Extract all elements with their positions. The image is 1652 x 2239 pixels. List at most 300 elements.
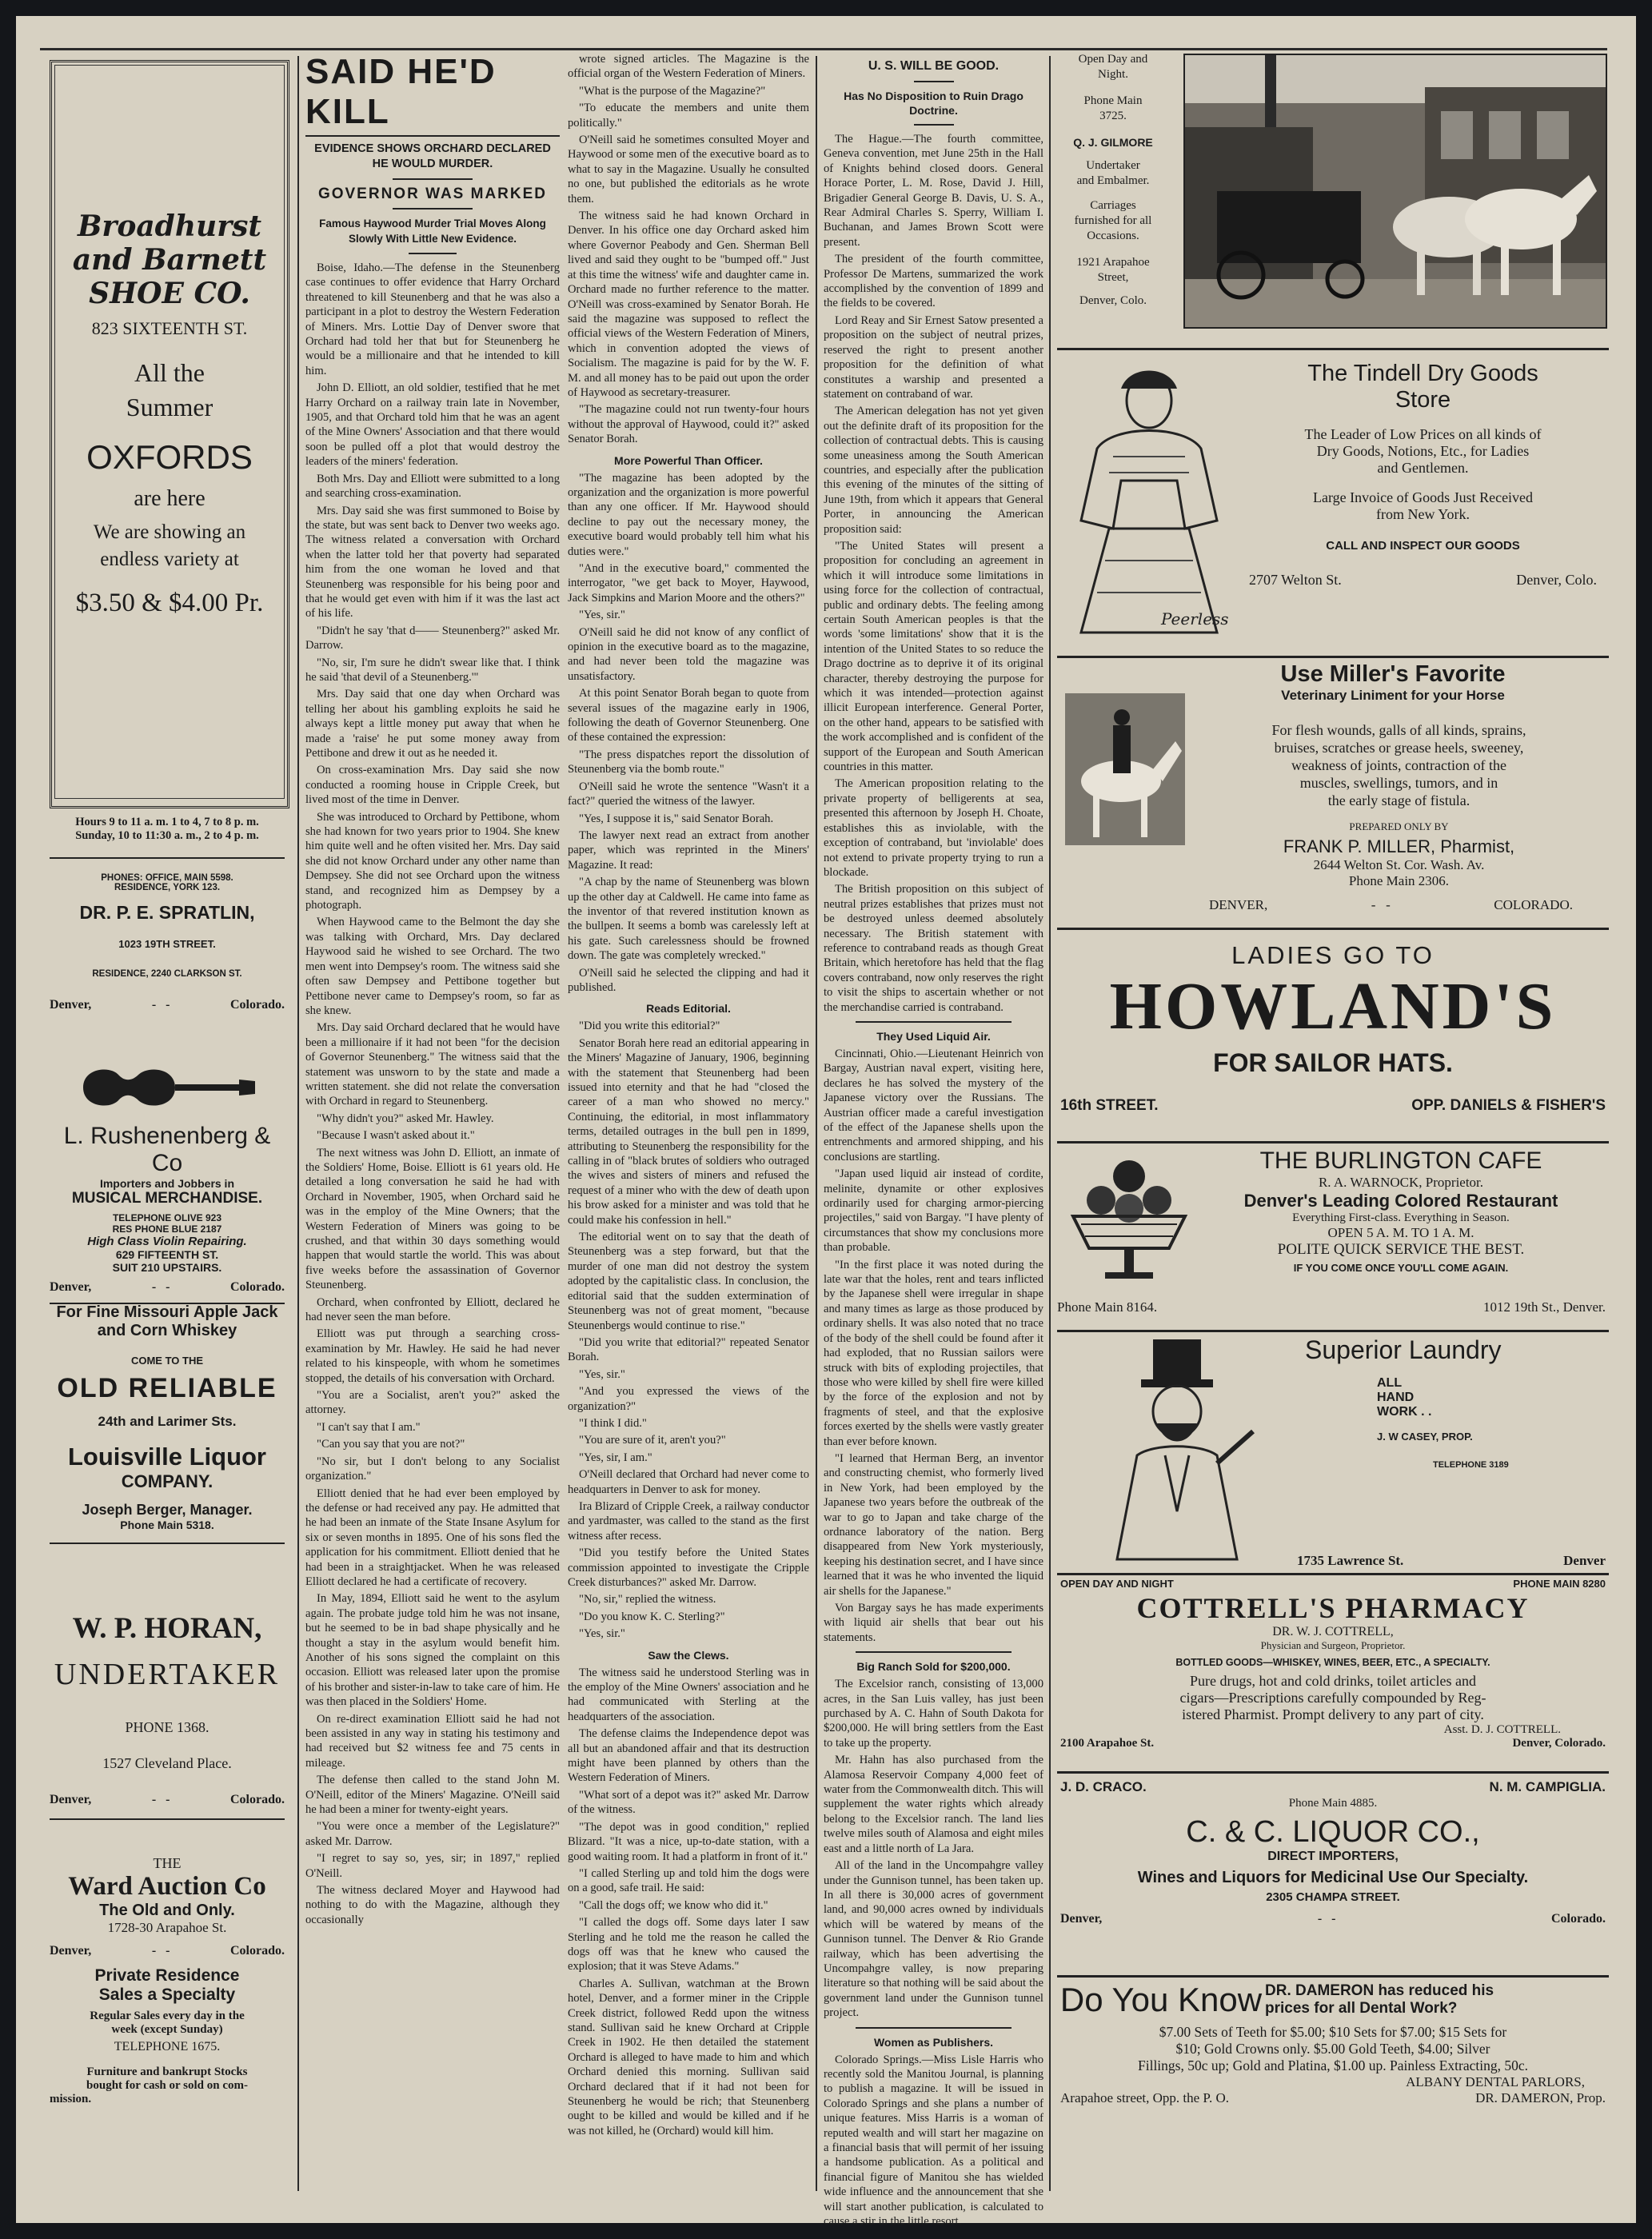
ad-line: Pure drugs, hot and cold drinks, toilet articles and — [1190, 1673, 1476, 1689]
illustration-signature: Peerless — [1161, 609, 1229, 629]
paragraph: "I called the dogs off. Some days later I saw Sterling and he told me the reason he called the dogs off was that he knew who caused the explosion; that it was Steve Adams." — [568, 1916, 809, 1974]
paragraph: O'Neill said he wrote the sentence "Wasn't it a fact?" queried the witness of the lawyer. — [568, 780, 809, 808]
fruit-bowl-icon — [1057, 1152, 1201, 1288]
paragraph: "No, sir," replied the witness. — [579, 1593, 716, 1606]
headline: SAID HE'D KILL — [305, 52, 497, 131]
ad-line: The Old and Only. — [99, 1902, 235, 1919]
paragraph: Mr. Hahn has also purchased from the Alamosa Reservoir Company 4,000 feet of water from the Commonwealth ditch. This will supplement the water rights which already belong to the Excelsior ranch. The land lies twelve miles south of Alamosa and eight miles east and a little north of La Jara. — [824, 1754, 1043, 1855]
ad-price: $3.50 & $4.00 Pr. — [75, 589, 264, 617]
paragraph: "Why didn't you?" asked Mr. Hawley. — [317, 1112, 494, 1125]
ad-name: Superior Laundry — [1305, 1335, 1502, 1364]
ad-line: Open Day and — [1078, 53, 1148, 66]
paragraph: The president of the fourth committee, Professor De Martens, summarized the work accomplished by the convention of 1899 and the fields to be covered. — [824, 253, 1043, 310]
divider — [1057, 1771, 1609, 1774]
paragraph: The witness said he understood Sterling was in the employ of the Mine Owners' association and he had communicated with Sterling at the headquarters of the association. — [568, 1666, 809, 1723]
address: 1012 19th St., Denver. — [1483, 1299, 1606, 1315]
ad-name: HOWLAND'S — [1109, 969, 1557, 1044]
ad-address-row — [1057, 1299, 1606, 1315]
city: Denver, — [50, 998, 92, 1012]
state: Colorado. — [229, 1793, 285, 1806]
ad-line: Large Invoice of Goods Just Received — [1312, 489, 1534, 505]
ad-line: OPEN 5 A. M. TO 1 A. M. — [1327, 1225, 1474, 1240]
ad-line: and Gentlemen. — [1377, 460, 1469, 476]
left-ad-column — [50, 60, 289, 2199]
hours: OPEN DAY AND NIGHT — [1060, 1578, 1174, 1590]
ad-line: PHONE 1368. — [125, 1719, 209, 1735]
top-rule — [40, 48, 1607, 50]
paragraph: On re-direct examination Elliott said he had not been assisted in any way in stating his testimony and had received but $2 witness fee and 75 cents in mileage. — [305, 1712, 560, 1770]
paragraph: "The magazine has been adopted by the organization and the organization is more powerful than any one officer. If Mr. Haywood should decline to pay out the necessary money, the executive board would probably tell him what his duties were." — [568, 471, 809, 558]
paragraph: The Excelsior ranch, consisting of 13,000 acres, in the San Luis valley, has just been purchased by A. C. Hahn of South Dakota for $200,000. He will bring settlers from the East to take up the property. — [824, 1678, 1043, 1750]
ad-name: Ward Auction Co — [68, 1872, 266, 1901]
broadhurst-ad — [50, 60, 289, 808]
article-body — [568, 471, 809, 996]
paragraph: "Did you testify before the United States commission appointed to investigate the Cripple Creek disturbances?" asked Mr. Darrow. — [568, 1547, 809, 1589]
article-body — [824, 1047, 1043, 1645]
paragraph: O'Neill declared that Orchard had never come to headquarters in Denver to ask for money. — [568, 1468, 809, 1496]
ad-name: Do You Know — [1059, 1981, 1263, 2018]
paragraph: At this point Senator Borah began to quote from several issues of the magazine early in 1906, following the death of Governor Steunenberg. One of these contained the expression: — [568, 687, 809, 744]
paragraph: "I can't say that I am." — [317, 1420, 421, 1434]
divider — [856, 1021, 1012, 1023]
ad-line: TELEPHONE 3189 — [1433, 1460, 1509, 1470]
ad-line: Sales a Specialty — [98, 1986, 236, 2004]
divider — [914, 81, 954, 82]
paragraph: "A chap by the name of Steunenberg was blown up the other day at Caldwell. He came into fame as the inventor of that revered institution known as the bullpen. It seems a bomb was carelessly left at his gate. Such carelessness should be frowned down. The gate was completely wrecked." — [568, 876, 809, 963]
address: 1735 Lawrence St. — [1297, 1553, 1404, 1568]
violin-icon — [75, 1056, 259, 1120]
ad-line: $7.00 Sets of Teeth for $5.00; $10 Sets for $7.00; $15 Sets for — [1159, 2024, 1507, 2040]
headline: U. S. WILL BE GOOD. — [868, 59, 1000, 73]
burlington-ad — [1057, 1147, 1609, 1331]
ad-line: We are showing an — [93, 521, 246, 543]
subhead: Saw the Clews. — [648, 1648, 729, 1662]
ad-line: RESIDENCE, YORK 123. — [114, 883, 221, 892]
paragraph: "I regret to say so, yes, sir; in 1897," replied O'Neill. — [305, 1852, 560, 1880]
ad-line: are here — [134, 486, 206, 511]
city: DENVER, — [1209, 897, 1268, 912]
paragraph: On cross-examination Mrs. Day said she now conducted a rooming house in Cripple Creek, but lived most of the time in Denver. — [305, 764, 560, 807]
article-said-hed-kill — [305, 52, 560, 2199]
paragraph: "Yes, sir." — [579, 609, 625, 622]
paragraph: The Hague.—The fourth committee, Geneva convention, met June 25th in the Hall of Knights behind closed doors. General Horace Porter, L. M. Rose, David J. Hill, Brigadier General George B. Davis, U. S. A., Rear Admiral Charles S. Sperry, William I. Buchanan, and James Brown Scott were present. — [824, 133, 1043, 249]
city: Denver, — [50, 1793, 92, 1806]
laundry-ad — [1057, 1335, 1609, 1571]
miller-ad — [1057, 661, 1609, 933]
horan-ad — [50, 1611, 285, 1851]
paragraph: Boise, Idaho.—The defense in the Steunenberg case continues to offer evidence that Harry Orchard threatened to kill Steunenberg and that he was also a participant in a plot to destroy the Western Federation of Miners. Mrs. Lottie Day of Denver swore that Orchard had told her that but for Steunenberg he would be a millionaire and that he intended to kill him. — [305, 261, 560, 377]
paragraph: O'Neill said he sometimes consulted Moyer and Haywood or some men of the executive board as to what to say in the Magazine. Usually he consulted no one, but published the editorials as he wrote them. — [568, 134, 809, 206]
state: Colorado. — [229, 1944, 285, 1958]
paragraph: "I called Sterling up and told him the dogs were on a good, safe trail. He said: — [568, 1866, 809, 1895]
paragraph: Both Mrs. Day and Elliott were submitted to a long and searching cross-examination. — [305, 472, 560, 501]
ad-line: PHONES: OFFICE, MAIN 5598. — [101, 873, 233, 883]
address: 2100 Arapahoe St. — [1060, 1737, 1155, 1750]
subhead: Women as Publishers. — [873, 2035, 994, 2049]
ad-line: Denver's Leading Colored Restaurant — [1243, 1191, 1558, 1211]
ad-line: R. A. WARNOCK, Proprietor. — [1318, 1175, 1484, 1190]
paragraph: The American delegation has not yet given out the definite draft of its proposition for the collection of contractual debts. This is causing some uneasiness among the South American countries, and especially after the publication this evening of the minutes of the sitting of June 19th, from which it appears that General Porter, in announcing the American proposition said: — [824, 405, 1043, 536]
ad-line: the early stage of fistula. — [1327, 792, 1470, 808]
divider — [393, 208, 473, 210]
ad-line: DIRECT IMPORTERS, — [1267, 1850, 1399, 1863]
address: 16th STREET. — [1060, 1097, 1159, 1114]
divider — [1057, 1141, 1609, 1143]
article-body — [824, 132, 1043, 1015]
paragraph: "You are a Socialist, aren't you?" asked the attorney. — [305, 1389, 560, 1417]
paragraph: "What is the purpose of the Magazine?" — [579, 84, 766, 98]
divider — [1057, 348, 1609, 350]
ad-line: PREPARED ONLY BY — [1349, 820, 1449, 832]
ad-line: bought for cash or sold on com- — [86, 2079, 248, 2092]
ad-name: L. Rushenenberg & Co — [63, 1123, 271, 1176]
divider — [50, 857, 285, 859]
deck: GOVERNOR WAS MARKED — [317, 186, 548, 202]
ad-name: THE BURLINGTON CAFE — [1259, 1147, 1542, 1174]
ad-city-row: Denver, - - Colorado. — [50, 1944, 285, 1958]
paragraph: "And in the executive board," commented the interrogator, "we get back to Moyer, Haywood, Jack Simpkins and Marion Moore and the others?" — [568, 562, 809, 605]
paragraph: She was introduced to Orchard by Pettibone, whom she had known for two years prior to 1904. She knew him quite well and he often visited her. Mrs. Day said she did not know Orchard under any other name than Dempsey. She did not see Orchard upon the witness stand, and recognized him as Dempsey by a photograph. — [305, 810, 560, 912]
subhead: Has No Disposition to Ruin Drago Doctrine. — [844, 90, 1024, 117]
paragraph: "The press dispatches report the dissolution of Steunenberg via the bomb route." — [568, 748, 809, 776]
deck: EVIDENCE SHOWS ORCHARD DECLARED HE WOULD MURDER. — [314, 142, 551, 170]
paragraph: "Because I wasn't asked about it." — [317, 1129, 475, 1143]
ad-line: High Class Violin Repairing. — [87, 1235, 247, 1248]
ad-line: Furniture and bankrupt Stocks — [86, 2065, 248, 2078]
paragraph: All of the land in the Uncompahgre valley under the Gunnison tunnel, has been taken up. In all there is 30,000 acres of government land, and 90,000 acres owned by individuals which will be watered by means of the Gunnison tunnel. The Denver & Rio Grande railway, which has been advertising the Uncompahgre valley, is now preparing literature so that nothing will be said about the government land under the Gunnison tunnel project. — [824, 1859, 1043, 2020]
city: Denver, Colo. — [1516, 572, 1597, 588]
ad-line: $10; Gold Crowns only. $5.00 Gold Teeth, $4.00; Silver — [1175, 2041, 1490, 2057]
ad-line: Hours 9 to 11 a. m. 1 to 4, 7 to 8 p. m. — [75, 816, 259, 828]
ad-line: Street, — [1097, 271, 1129, 284]
ad-line: muscles, swellings, tumors, and in — [1299, 775, 1498, 791]
ad-line: mission. — [50, 2093, 92, 2105]
divider — [914, 124, 954, 126]
ad-name: C. & C. LIQUOR CO., — [1186, 1815, 1480, 1849]
ad-line: 2305 CHAMPA STREET. — [1266, 1890, 1400, 1904]
ad-line: Night. — [1098, 68, 1128, 81]
city: Denver, Colorado. — [1512, 1737, 1606, 1750]
ad-line: Phone Main 4885. — [1288, 1797, 1378, 1810]
broadhurst-logo: Broadhurst and Barnett SHOE CO. — [72, 210, 267, 310]
city: Denver — [1563, 1553, 1606, 1568]
ad-line: Phone Main — [1083, 94, 1143, 107]
spratlin-ad — [50, 816, 285, 1048]
ad-city-row: Denver, - - Colorado. — [1060, 1912, 1606, 1926]
burlington-text — [1193, 1147, 1609, 1274]
broadhurst-address: 823 SIXTEENTH ST. — [91, 318, 248, 338]
tindell-text — [1241, 361, 1605, 589]
cottrell-ad — [1057, 1578, 1609, 1770]
rushenenberg-ad — [50, 1056, 285, 1295]
ad-line: Everything First-class. Everything in Season. — [1292, 1211, 1510, 1224]
ad-line: LADIES GO TO — [1231, 941, 1435, 969]
ad-name: Store — [1395, 387, 1451, 413]
ad-line: cigars—Prescriptions carefully compounded by Reg- — [1179, 1690, 1486, 1706]
location-note: OPP. DANIELS & FISHER'S — [1411, 1097, 1606, 1114]
paragraph: "To educate the members and unite them politically." — [568, 102, 809, 130]
paragraph: "Can you say that you are not?" — [317, 1438, 465, 1451]
dameron-ad — [1057, 1981, 1609, 2173]
paragraph: "No, sir, I'm sure he didn't swear like that. I think he said 'that devil of a Steunenberg.'" — [305, 656, 560, 684]
ad-line: The Leader of Low Prices on all kinds of — [1304, 426, 1542, 442]
ad-line: 1527 Cleveland Place. — [102, 1755, 232, 1771]
divider — [50, 1543, 285, 1544]
paragraph: Colorado Springs.—Miss Lisle Harris who recently sold the Manitou Journal, is planning to publish a magazine. It will be issued in Colorado Springs and she plans a number of unique features. Miss Harris is a woman of reputed wealth and will start her magazine on a financial basis that will permit of her issuing a handsome publication. As a political and financial figure of Manitou she has wielded wide influence and the announcement that she will start another publication, is calculated to cause a stir in the little resort. — [824, 2053, 1043, 2229]
state: Colorado. — [1550, 1912, 1606, 1926]
paragraph: Orchard, when confronted by Elliott, declared he had never seen the man before. — [305, 1295, 560, 1324]
article-continued — [568, 52, 809, 2199]
ad-line: weakness of joints, contraction of the — [1291, 757, 1506, 773]
column-rule — [297, 56, 299, 2191]
city: Denver, — [50, 1280, 92, 1294]
paragraph: O'Neill said he selected the clipping and had it published. — [568, 966, 809, 994]
paragraph: "The magazine could not run twenty-four hours without the approval of Haywood, could it?" asked Senator Borah. — [568, 403, 809, 446]
miller-text — [1193, 721, 1605, 913]
ad-city-row — [1241, 572, 1605, 589]
divider — [50, 1818, 285, 1820]
paragraph: "I learned that Herman Berg, an inventor and constructing chemist, who formerly lived in New York, had been employed by the Japanese two years before the outbreak of the war to go to Japan and take charge of the ordnance laboratory of the nation. Berg disappeared from New York mysteriously, keeping his destination secret, and I have since learned that it was he who invented the liquid air shells for the Japanese." — [824, 1451, 1043, 1598]
subhead: Reads Editorial. — [646, 1002, 731, 1016]
ad-line: from New York. — [1376, 506, 1470, 522]
ad-line: TELEPHONE 1675. — [114, 2040, 221, 2053]
paragraph: "Yes, sir." — [579, 1367, 625, 1381]
ad-name: Use Miller's Favorite — [1280, 661, 1506, 687]
divider — [305, 135, 560, 137]
ad-line: 629 FIFTEENTH ST. — [115, 1248, 219, 1261]
ad-line: furnished for all — [1074, 214, 1152, 227]
paragraph: "Did you write this editorial?" — [579, 1020, 720, 1033]
ad-name: Q. J. GILMORE — [1073, 136, 1153, 149]
ad-line: Wines and Liquors for Medicinal Use Our Specialty. — [1137, 1869, 1529, 1886]
cc-liquor-ad — [1057, 1779, 1609, 1975]
ad-line: SUIT 210 UPSTAIRS. — [112, 1261, 222, 1274]
hearse-carriage-icon — [1185, 55, 1606, 327]
subhead: They Used Liquid Air. — [876, 1029, 991, 1043]
paragraph: Mrs. Day said she was first summoned to Boise by the state, but was sent back to Denver two weeks ago. The witness related a conversation with Orchard when the latter told her that poverty had separated him from the one woman he loved and that Steunenberg was responsible for his being poor and that he would get even with him if it was the last act of his life. — [305, 504, 560, 621]
article-body — [568, 1019, 809, 1641]
ad-address-row — [1057, 1737, 1609, 1750]
paragraph: The lawyer next read an extract from another paper, which was reprinted in the Miners' Magazine. It read: — [568, 828, 809, 872]
state: Colorado. — [229, 1280, 285, 1294]
ad-line: HAND — [1377, 1391, 1415, 1404]
ad-name: COTTRELL'S PHARMACY — [1136, 1592, 1530, 1624]
paragraph: "You are sure of it, aren't you?" — [579, 1434, 726, 1447]
paragraph: "I think I did." — [579, 1416, 647, 1430]
column-rule — [1049, 56, 1051, 2191]
paragraph: The defense then called to the stand John M. O'Neill, editor of the Miners' Magazine. O'Neill said he had been a miner for twenty-eight years. — [305, 1774, 560, 1817]
state: COLORADO. — [1494, 897, 1573, 912]
ad-line: Asst. D. J. COTTRELL. — [1443, 1723, 1561, 1736]
ad-line: POLITE QUICK SERVICE THE BEST. — [1277, 1241, 1525, 1258]
paragraph: Elliott was put through a searching cross-examination by Mr. Hawley. He said he had never related to his kinspeople, with whom he sometimes stopped, the details of his conversation with Orchard. — [305, 1327, 560, 1385]
ad-line: TELEPHONE OLIVE 923 — [112, 1212, 222, 1223]
paragraph: wrote signed articles. The Magazine is the official organ of the Western Federation of Miners. — [568, 53, 809, 81]
ad-line: DR. W. J. COTTRELL, — [1272, 1625, 1394, 1638]
paragraph: "Do you know K. C. Sterling?" — [579, 1610, 725, 1623]
column-rule — [816, 56, 817, 2191]
ad-line: Fillings, 50c up; Gold and Platina, $1.00 up. Painless Extracting, 50c. — [1137, 2057, 1528, 2073]
ad-line: MUSICAL MERCHANDISE. — [71, 1190, 263, 1207]
ad-line: prices for all Dental Work? — [1265, 2000, 1458, 2017]
paragraph: "Call the dogs off; we know who did it." — [579, 1898, 768, 1912]
address: Arapahoe street, Opp. the P. O. — [1060, 2090, 1230, 2105]
ad-line: week (except Sunday) — [111, 2023, 223, 2036]
proprietor: J. D. CRACO. — [1060, 1779, 1147, 1794]
article-body — [824, 2053, 1043, 2229]
ad-line: IF YOU COME ONCE YOU'LL COME AGAIN. — [1293, 1262, 1509, 1274]
ad-line: 1023 19TH STREET. — [118, 938, 216, 950]
divider — [1057, 656, 1609, 658]
ad-line: For flesh wounds, galls of all kinds, sprains, — [1271, 722, 1526, 738]
divider — [1057, 1573, 1609, 1575]
ad-line: 24th and Larimer Sts. — [98, 1414, 237, 1429]
ad-line: RES PHONE BLUE 2187 — [112, 1223, 222, 1235]
ad-line: For Fine Missouri Apple Jack — [56, 1303, 278, 1321]
ad-line: Summer — [126, 393, 213, 421]
ad-address-row — [1057, 2090, 1609, 2106]
ad-line: and Embalmer. — [1076, 174, 1150, 187]
ad-line: J. W CASEY, PROP. — [1377, 1431, 1473, 1443]
ad-line: FOR SAILOR HATS. — [1213, 1048, 1453, 1077]
ad-line: Louisville Liquor — [67, 1443, 266, 1471]
article-body — [305, 261, 560, 1927]
paragraph: In May, 1894, Elliott said he went to the asylum again. The probate judge told him he was not insane, but he seemed to be in bad shape physically and he thought a stay in the asylum would benefit him. Another of his sons signed the complaint on this occasion. Elliott was released later upon the promise of his brother and sister-in-law to take care of him. He was then placed in the Soldiers' Home. — [305, 1592, 560, 1709]
ad-line: Regular Sales every day in the — [90, 2010, 245, 2022]
ad-line: CALL AND INSPECT OUR GOODS — [1326, 539, 1520, 553]
ad-line: Carriages — [1090, 199, 1136, 212]
paragraph: John D. Elliott, an old soldier, testified that he met Harry Orchard on a railway train late in November, 1905, and that Orchard told him that he was an agent of the Mine Owners' Association and that there would soon be pulled off a plot that would destroy the leaders of the miners' federation. — [305, 381, 560, 469]
ad-city-row: Denver, - - Colorado. — [50, 998, 285, 1012]
ad-line: and Corn Whiskey — [97, 1322, 237, 1339]
louisville-ad — [50, 1303, 285, 1607]
ad-address-row — [1297, 1553, 1606, 1569]
ad-line: COMPANY. — [121, 1471, 213, 1491]
ad-line: 3725. — [1099, 110, 1127, 122]
paragraph: "Didn't he say 'that d—— Steunenberg?" asked Mr. Darrow. — [305, 624, 560, 653]
ad-line: THE — [153, 1855, 182, 1871]
divider — [856, 1651, 1012, 1653]
ad-city-row: Denver, - - Colorado. — [50, 1793, 285, 1806]
ad-address-row — [1057, 1097, 1609, 1115]
paragraph: "Yes, I suppose it is," said Senator Borah. — [579, 812, 774, 825]
proprietor: N. M. CAMPIGLIA. — [1489, 1779, 1606, 1794]
city: Denver, — [50, 1944, 92, 1958]
ad-line: WORK . . — [1377, 1405, 1432, 1419]
phone: Phone Main 8164. — [1057, 1299, 1158, 1315]
ad-line: UNDERTAKER — [54, 1658, 281, 1691]
subhead: More Powerful Than Officer. — [614, 453, 763, 467]
ad-name: FRANK P. MILLER, Pharmist, — [1283, 836, 1515, 856]
paragraph: The witness declared Moyer and Haywood had nothing to do with the Magazine, although they occasionally — [305, 1884, 560, 1926]
dameron-head-text — [1265, 1982, 1609, 2017]
ad-name: The Tindell Dry Goods — [1307, 361, 1538, 386]
article-body — [568, 52, 809, 447]
subhead: Big Ranch Sold for $200,000. — [856, 1660, 1011, 1674]
paragraph: Mrs. Day said that one day when Orchard was telling her about his gambling exploits he said he always kept a little money put away that when he made a 'raise' he put some money away from Pettibone and drew it out as he needed it. — [305, 688, 560, 760]
paragraph: "Japan used liquid air instead of cordite, melinite, dynamite or other explosives ordinarily used for charging armor-piercing projectiles," said von Bargay. "I have plenty of circumstances that show my conclusions more than probable. — [824, 1167, 1043, 1255]
paragraph: "Yes, sir." — [579, 1627, 625, 1641]
article-body — [568, 1666, 809, 2139]
ad-line: Dry Goods, Notions, Etc., for Ladies — [1316, 443, 1530, 459]
ad-line: ALL — [1377, 1376, 1403, 1390]
paragraph: The witness said he had known Orchard in Denver. In his office one day Orchard asked him where Governor Peabody and Gen. Sherman Bell lived and said they ought to be "bumped off." Just at this time the witness' wife and daughter came in. Orchard made no further reference to the matter. O'Neill was cross-examined by Senator Borah. He said the magazine was supposed to reflect the official views of the Western Federation of Miners, which in convention adopted the views of Socialism. The magazine is paid for by the W. F. M. and all money has to be paid out upon the order of Haywood as secretary-treasurer. — [568, 210, 809, 399]
paragraph: "No sir, but I don't belong to any Socialist organization." — [305, 1455, 560, 1483]
paragraph: Von Bargay says he has made experiments with liquid air shells that bear out his statements. — [824, 1602, 1043, 1644]
ad-line: BOTTLED GOODS—WHISKEY, WINES, BEER, ETC., A SPECIALTY. — [1175, 1657, 1490, 1668]
divider — [393, 178, 473, 180]
laundry-text — [1297, 1335, 1609, 1470]
ad-header-row — [1057, 1578, 1609, 1590]
paragraph: "Did you write that editorial?" repeated Senator Borah. — [568, 1335, 809, 1364]
paragraph: When Haywood came to the Belmont the day she was talking with Orchard, Mrs. Day declared Haywood said he wished to see Orchard. The two men went into Dempsey's room. The witness said she often saw Dempsey and Pettibone together but Pettibone never came to Dempsey's room, so far as she knew. — [305, 916, 560, 1017]
paragraph: Charles A. Sullivan, watchman at the Brown hotel, Denver, and a former miner in the Cripple Creek district, followed Redd upon the witness stand. Sullivan said he knew Orchard at Cripple Creek in 1902. He then detailed the statement Orchard is alleged to have made to him and which Orchard denied this morning. Sullivan said Orchard declared that if it had not been for Steunenberg he would be rich; that Steunenberg ought to be killed and would be killed and if he was not killed, he (Orchard) would kill him. — [568, 1977, 809, 2137]
paragraph: "In the first place it was noted during the late war that the holes, rent and tears inflicted by the Japanese shell were irregular in shape and many times as large as those produced by ordinary shells. It was also noted that no trace of the body of the shell could be found after it had exploded, that no Russian sailors were struck with bits of exploding projectiles, that those who were killed by shell fire were killed by the force of the explosion and not by fragments of steel, and that the explosive forces exerted by the shells were vastly greater than ever before known. — [824, 1258, 1043, 1448]
ad-line: Denver, Colo. — [1079, 294, 1147, 307]
howland-ad — [1057, 932, 1609, 1139]
paragraph: "And you expressed the views of the organization?" — [568, 1385, 809, 1413]
divider — [1057, 1975, 1609, 1978]
horse-rider-icon — [1065, 693, 1185, 845]
right-ad-column — [1057, 52, 1609, 2203]
ad-line: 1921 Arapahoe — [1076, 256, 1150, 269]
ad-line: endless variety at — [100, 549, 239, 570]
state: Colorado. — [229, 998, 285, 1012]
tindell-ad — [1057, 356, 1609, 652]
ad-line: RESIDENCE, 2240 CLARKSON ST. — [92, 969, 242, 979]
paragraph: The American proposition relating to the private property of belligerents at sea, presented this afternoon by Joseph H. Choate, establishes this as inviolable, with the exception of contraband, but 'inviolable' does not extend to private property trying to run a blockade. — [824, 777, 1043, 879]
paragraph: "The United States will present a proposition for concluding an agreement in which it will introduce some limitations in using force for the collection of contractual, public and ordinary debts. The feeling among certain South American peoples is that the words 'some limitations' show that it is the intention of the United States to so reduce the Drago doctrine as to deprive it of its original character, thereby destroying the purpose for which it was intended—protection against illicit European interference. General Porter, on the other hand, appears to be satisfied with the work accomplished and is confident of the support of the European and South American countries in this matter. — [824, 539, 1043, 774]
ad-line: OXFORDS — [86, 438, 253, 476]
dameron-header — [1057, 1981, 1609, 2019]
paragraph: "The depot was in good condition," replied Blizard. "It was a nice, up-to-date station, with a good waiting room. It had a platform in front of it." — [568, 1820, 809, 1863]
divider — [856, 2027, 1012, 2029]
ad-line: DR. DAMERON has reduced his — [1265, 1982, 1494, 1999]
paragraph: Mrs. Day said Orchard declared that he would have been a millionaire if it had not been "for the decision of Governor Steunenberg." The witness said that the statement was unsworn to by the state and made a written statement. she did not relate the conversation with Orchard in regard to Steunenberg. — [305, 1021, 560, 1108]
ad-line: Veterinary Liniment for your Horse — [1281, 688, 1505, 703]
ad-city-row: Denver, - - Colorado. — [50, 1280, 285, 1294]
ad-line: 1728-30 Arapahoe St. — [107, 1920, 227, 1935]
ad-line: Joseph Berger, Manager. — [82, 1502, 253, 1518]
ad-line: OLD RELIABLE — [57, 1373, 277, 1403]
ad-line: Private Residence — [94, 1966, 240, 1985]
gentleman-top-hat-icon — [1089, 1335, 1265, 1563]
ad-city-row: DENVER, - - COLORADO. — [1209, 897, 1573, 912]
gilmore-ad — [1057, 52, 1169, 348]
ad-line: Phone Main 5318. — [120, 1519, 214, 1531]
paragraph: The defense claims the Independence depot was all but an abandoned affair and that its destruction might have been planned by others than the Western Federation of Miners. — [568, 1727, 809, 1785]
ad-line: bruises, scratches or grease heels, sweeney, — [1274, 740, 1524, 756]
newspaper-page — [16, 16, 1636, 2229]
paragraph: The British proposition on this subject of neutral prizes establishes that prizes must not be destroyed unless deemed absolutely necessary. The British statement with reference to contraband reads as though Great Britain, which heretofore has held that the flag covers contraband, now only reserves the right to visit the ships to ascertain whether or not the merchandise carried is contraband. — [824, 883, 1043, 1014]
paragraph: Elliott denied that he had ever been employed by the defense or had received any pay. He admitted that he had been an inmate of the State Insane Asylum for six or seven months in 1895. One of his sons fled the application for his commitment. Elliott denied that he had been in a straightjacket. When he was released Elliott declared he had a certificate of recovery. — [305, 1487, 560, 1588]
deck: Famous Haywood Murder Trial Moves Along Slowly With Little New Evidence. — [319, 218, 546, 245]
paragraph: Senator Borah here read an editorial appearing in the Miners' Magazine of January, 1906, beginning with the statement that Steunenberg had been issued into eternity and that he had "closed the career of a man who showed no mercy." Continuing, the editorial, in most inflammatory terms, detailed outrages in the bull pen in 1899, attributing to Steunenberg the responsibility for the calling in of "black brutes of soldiers who outraged the wives and sisters of miners and refused the request of a miner who with the dew of death upon his brow asked for a minister and was told that he could make his confession in hell." — [568, 1036, 809, 1227]
paragraph: The editorial went on to say that the death of Steunenberg was a step forward, but that the murder of one man did not destroy the system adopted by the capitalistic class. In conclusion, the editorial said that the sudden extermination of Steunenberg was not of great moment, "because Steunenbergs would continue to rise." — [568, 1231, 809, 1332]
ad-line: Sunday, 10 to 11:30 a. m., 2 to 4 p. m. — [75, 829, 259, 842]
ad-line: Physician and Surgeon, Proprietor. — [1260, 1639, 1406, 1651]
ad-line: Phone Main 2306. — [1348, 873, 1450, 888]
proprietor: DR. DAMERON, Prop. — [1475, 2090, 1606, 2105]
ad-line: All the — [134, 358, 205, 387]
paragraph: "What sort of a depot was it?" asked Mr. Darrow of the witness. — [568, 1788, 809, 1817]
ward-auction-ad — [50, 1855, 285, 2191]
ad-name: W. P. HORAN, — [72, 1612, 262, 1645]
ad-line: COME TO THE — [130, 1355, 204, 1367]
ad-line: istered Pharmist. Prompt delivery to any part of city. — [1182, 1706, 1484, 1722]
ad-line: Importers and Jobbers in — [99, 1177, 235, 1190]
ad-line: Occasions. — [1087, 229, 1139, 242]
